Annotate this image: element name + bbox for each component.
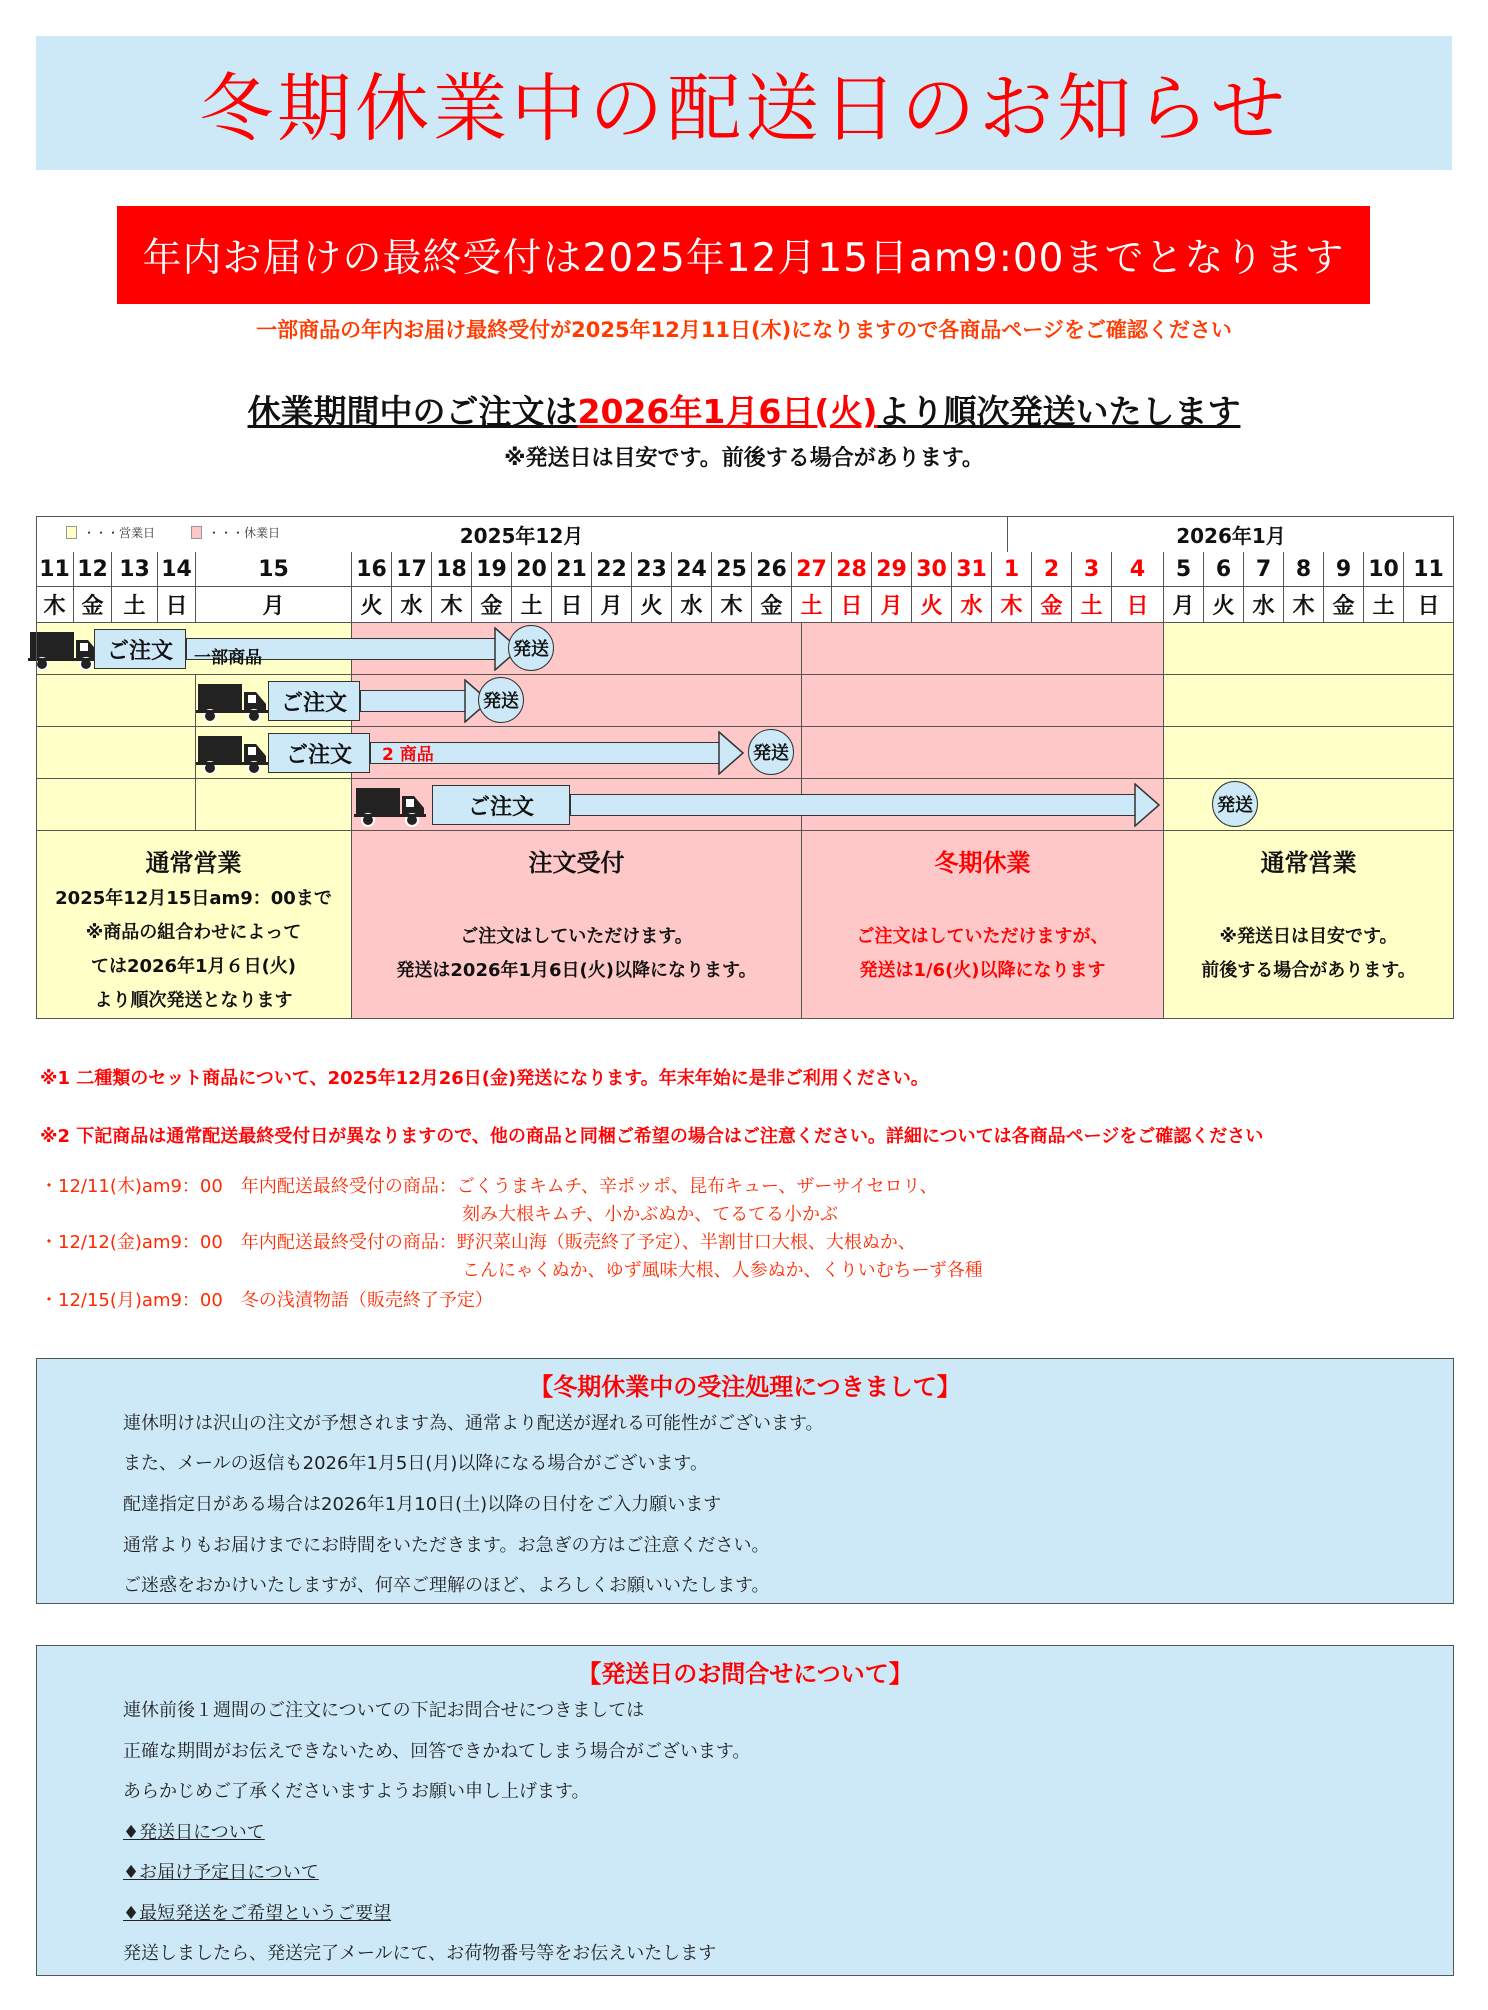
page-title: 冬期休業中の配送日のお知らせ: [199, 66, 1289, 152]
day-cell: 16: [352, 552, 392, 587]
legend-holiday-label: ・・・休業日: [208, 526, 281, 540]
partial-note: 一部商品の年内お届け最終受付が2025年12月11日(木)になりますので各商品ページをご確認ください: [256, 318, 1232, 342]
shipping-calendar: [36, 516, 1454, 1019]
row-cell: [802, 623, 1164, 675]
row-cell: [196, 779, 352, 831]
box2-line: あらかじめご了承くださいますようお願い申し上げます。: [123, 1781, 590, 1802]
info-body: [802, 920, 1163, 988]
list-line-3: ・12/15(月)am9：00 冬の浅漬物語（販売終了予定）: [40, 1290, 493, 1311]
day-cell: 6: [1204, 552, 1244, 587]
ship-subnote: ※発送日は目安です。前後する場合があります。: [504, 446, 984, 471]
day-cell: 9: [1324, 552, 1364, 587]
list-line-1a: ・12/11(木)am9：00 年内配送最終受付の商品：ごくうまキムチ、辛ポッポ、昆布キュー、ザーサイセロリ、: [40, 1176, 938, 1197]
list-line-2a: ・12/12(金)am9：00 年内配送最終受付の商品：野沢菜山海（販売終了予定）、半割甘口大根、大根ぬか、: [40, 1232, 916, 1253]
day-cell: 29: [872, 552, 912, 587]
day-cell: 27: [792, 552, 832, 587]
info-line: ※商品の組合わせによって: [85, 922, 302, 943]
day-cell: 2: [1032, 552, 1072, 587]
weekday-cell: 水: [1244, 587, 1284, 623]
info-winter-holiday: [802, 831, 1164, 1019]
month-dec: 2025年12月: [459, 523, 584, 548]
link-ship-date[interactable]: ♦発送日について: [123, 1822, 265, 1843]
order-box: ご注文: [432, 785, 570, 825]
row-cell: [36, 675, 196, 727]
weekday-cell: 月: [1164, 587, 1204, 623]
day-cell: 11: [36, 552, 74, 587]
truck-icon: [196, 680, 268, 726]
weekday-cell: 火: [912, 587, 952, 623]
weekday-cell: 月: [196, 587, 352, 623]
info-line: ※発送日は目安です。: [1219, 926, 1398, 947]
list-line-2b: こんにゃくぬか、ゆず風味大根、人参ぬか、くりいむちーず各種: [462, 1260, 983, 1281]
weekday-cell: 土: [512, 587, 552, 623]
info-body: [36, 882, 351, 1018]
weekday-cell: 土: [1364, 587, 1404, 623]
row-cell: [1164, 675, 1454, 727]
ship-circle: 発送: [508, 625, 554, 671]
weekday-cell: 木: [712, 587, 752, 623]
weekday-cell: 火: [1204, 587, 1244, 623]
info-line: ご注文はしていただけます。: [460, 926, 693, 947]
truck-icon: [28, 628, 100, 674]
ship-circle: 発送: [478, 677, 524, 723]
info-line: ご注文はしていただけますが、: [856, 926, 1109, 947]
shipping-inquiry-title: 【発送日のお問合せについて】: [577, 1660, 913, 1688]
info-line: 発送は1/6(火)以降になります: [859, 960, 1106, 981]
info-line: 前後する場合があります。: [1201, 960, 1416, 981]
truck-icon: [196, 732, 268, 778]
arrow-label-2items: 2 商品: [382, 745, 434, 765]
truck-icon: [354, 784, 426, 830]
day-cell: 14: [158, 552, 196, 587]
order-box: ご注文: [268, 733, 370, 773]
info-body: [1164, 920, 1453, 988]
weekday-cell: 土: [792, 587, 832, 623]
weekday-cell: 金: [1032, 587, 1072, 623]
link-delivery-date[interactable]: ♦お届け予定日について: [123, 1862, 319, 1883]
weekday-cell: 水: [672, 587, 712, 623]
order-box: ご注文: [268, 681, 360, 721]
info-line: 発送は2026年1月6日(火)以降になります。: [396, 960, 757, 981]
day-cell: 8: [1284, 552, 1324, 587]
arrow-shaft: [360, 690, 466, 712]
arrow-head-icon: [718, 731, 744, 775]
arrow-head-icon: [1134, 783, 1160, 827]
info-line: 2025年12月15日am9：00まで: [55, 888, 332, 909]
day-cell: 12: [74, 552, 112, 587]
weekday-cell: 木: [1284, 587, 1324, 623]
deadline-bar: [117, 206, 1370, 304]
note-2: ※2 下記商品は通常配送最終受付日が異なりますので、他の商品と同梱ご希望の場合はご注意ください。詳細については各商品ページをご確認ください: [40, 1126, 1264, 1147]
weekday-cell: 水: [952, 587, 992, 623]
row-cell: [1164, 727, 1454, 779]
title-banner: [36, 36, 1452, 170]
info-title: 注文受付: [528, 849, 625, 877]
day-cell: 22: [592, 552, 632, 587]
arrow-label-partial: 一部商品: [194, 648, 262, 668]
ship-circle: 発送: [1212, 781, 1258, 827]
day-cell: 3: [1072, 552, 1112, 587]
weekday-cell: 日: [1404, 587, 1454, 623]
row-cell: [1164, 623, 1454, 675]
box1-line: 連休明けは沢山の注文が予想されます為、通常より配送が遅れる可能性がございます。: [123, 1413, 824, 1434]
day-cell: 20: [512, 552, 552, 587]
order-box: ご注文: [94, 629, 186, 669]
info-body: [352, 920, 801, 988]
weekday-cell: 日: [1112, 587, 1164, 623]
weekday-cell: 木: [36, 587, 74, 623]
ship-headline: [0, 386, 1488, 433]
info-line: ては2026年1月６日(火): [90, 956, 297, 977]
day-cell: 30: [912, 552, 952, 587]
day-cell: 1: [992, 552, 1032, 587]
row-cell: [36, 779, 196, 831]
order-processing-box: [36, 1358, 1454, 1604]
day-cell: 7: [1244, 552, 1284, 587]
day-cell: 31: [952, 552, 992, 587]
day-cell: 26: [752, 552, 792, 587]
weekday-cell: 金: [74, 587, 112, 623]
day-cell: 19: [472, 552, 512, 587]
link-fastest-shipping[interactable]: ♦最短発送をご希望というご要望: [123, 1903, 392, 1924]
weekday-cell: 金: [752, 587, 792, 623]
info-line: より順次発送となります: [94, 990, 293, 1011]
box2-line: 正確な期間がお伝えできないため、回答できかねてしまう場合がございます。: [123, 1741, 751, 1762]
info-normal-before: [36, 831, 352, 1019]
box1-line: 通常よりもお届けまでにお時間をいただきます。お急ぎの方はご注意ください。: [123, 1535, 770, 1556]
day-cell: 4: [1112, 552, 1164, 587]
row-cell: [802, 727, 1164, 779]
info-normal-after: [1164, 831, 1454, 1019]
box1-line: 配達指定日がある場合は2026年1月10日(土)以降の日付をご入力願います: [123, 1494, 722, 1515]
box2-last-line: 発送しましたら、発送完了メールにて、お荷物番号等をお伝えいたします: [123, 1943, 717, 1964]
weekday-cell: 火: [352, 587, 392, 623]
weekday-cell: 木: [432, 587, 472, 623]
ship-circle: 発送: [748, 729, 794, 775]
info-title: 冬期休業: [934, 849, 1031, 877]
deadline-text: 年内お届けの最終受付は2025年12月15日am9:00までとなります: [142, 236, 1345, 281]
weekday-cell: 水: [392, 587, 432, 623]
day-cell: 28: [832, 552, 872, 587]
weekday-cell: 木: [992, 587, 1032, 623]
weekday-cell: 日: [832, 587, 872, 623]
info-order-accept: [352, 831, 802, 1019]
legend-workday-label: ・・・営業日: [83, 526, 156, 540]
day-cell: 17: [392, 552, 432, 587]
row-cell: [802, 675, 1164, 727]
weekday-cell: 火: [632, 587, 672, 623]
row-cell: [36, 727, 196, 779]
day-cell: 10: [1364, 552, 1404, 587]
day-cell: 15: [196, 552, 352, 587]
row-cell: [1164, 779, 1454, 831]
weekday-cell: 日: [158, 587, 196, 623]
info-title: 通常営業: [145, 849, 242, 877]
info-title: 通常営業: [1260, 849, 1357, 877]
order-processing-title: 【冬期休業中の受注処理につきまして】: [529, 1373, 961, 1401]
weekday-cell: 金: [1324, 587, 1364, 623]
day-cell: 11: [1404, 552, 1454, 587]
weekday-cell: 土: [1072, 587, 1112, 623]
day-cell: 18: [432, 552, 472, 587]
shipping-inquiry-box: [36, 1645, 1454, 1976]
day-cell: 23: [632, 552, 672, 587]
arrow-shaft: [570, 794, 1136, 816]
headline-post: より順次発送いたします: [877, 392, 1241, 431]
weekday-cell: 日: [552, 587, 592, 623]
day-cell: 13: [112, 552, 158, 587]
weekday-cell: 金: [472, 587, 512, 623]
day-cell: 21: [552, 552, 592, 587]
day-cell: 24: [672, 552, 712, 587]
note-1: ※1 二種類のセット商品について、2025年12月26日(金)発送になります。年末年始に是非ご利用ください。: [40, 1068, 929, 1089]
list-line-1b: 刻み大根キムチ、小かぶぬか、てるてる小かぶ: [462, 1204, 839, 1225]
weekday-cell: 月: [592, 587, 632, 623]
day-cell: 5: [1164, 552, 1204, 587]
headline-pre: 休業期間中のご注文は: [247, 392, 578, 431]
weekday-cell: 月: [872, 587, 912, 623]
box1-line: また、メールの返信も2026年1月5日(月)以降になる場合がございます。: [123, 1453, 708, 1474]
month-jan: 2026年1月: [1007, 516, 1454, 552]
headline-date: 2026年1月6日(火): [577, 392, 878, 431]
day-cell: 25: [712, 552, 752, 587]
weekday-cell: 土: [112, 587, 158, 623]
box2-line: 連休前後１週間のご注文についての下記お問合せにつきましては: [123, 1700, 645, 1721]
box1-line: ご迷惑をおかけいたしますが、何卒ご理解のほど、よろしくお願いいたします。: [123, 1575, 770, 1596]
